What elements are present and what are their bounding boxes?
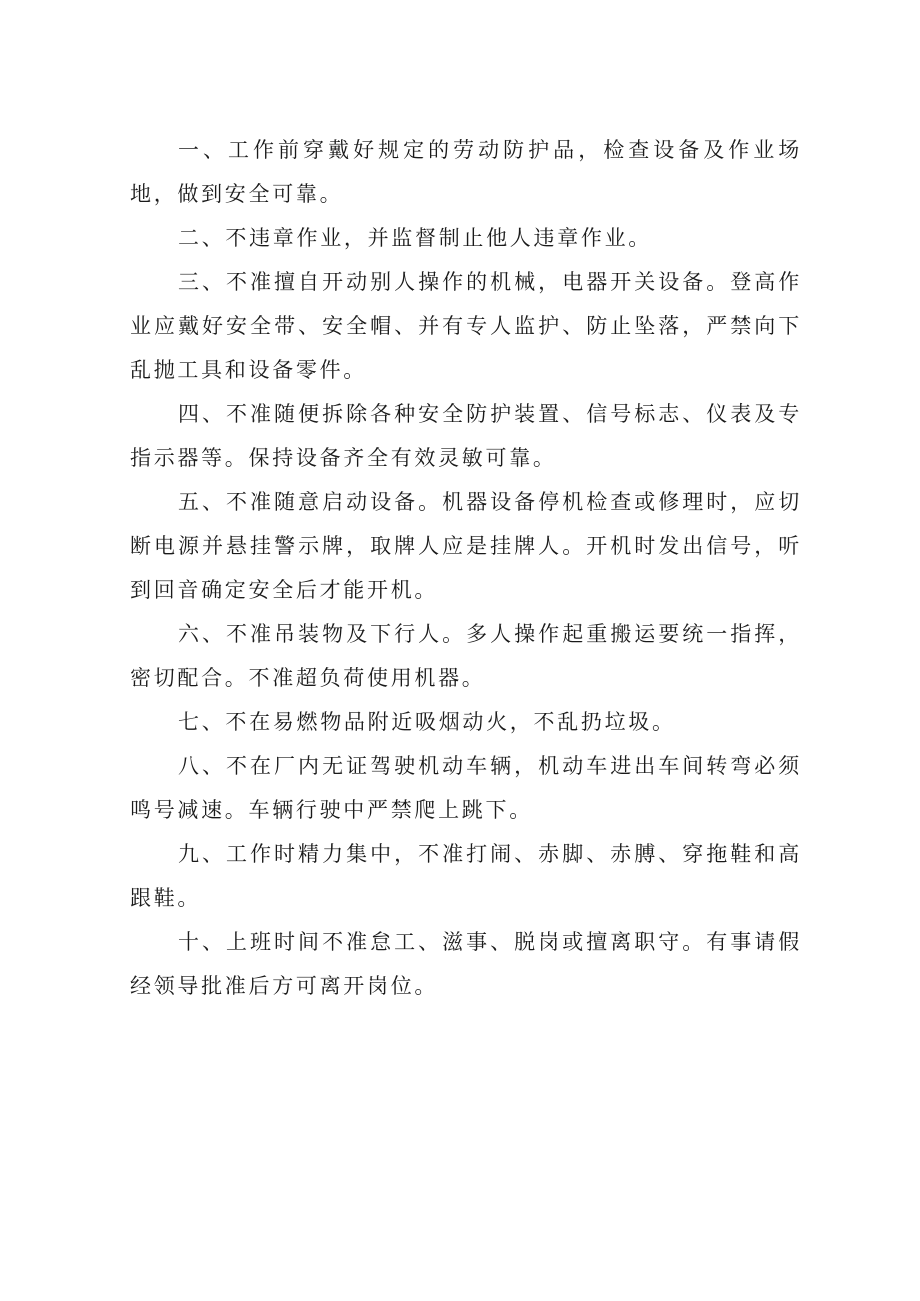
rule-paragraph-4: 四、不准随便拆除各种安全防护装置、信号标志、仪表及专指示器等。保持设备齐全有效灵敏可靠。 [130,402,802,470]
rule-paragraph-7: 七、不在易燃物品附近吸烟动火，不乱扔垃圾。 [178,710,676,734]
rule-paragraph-8: 八、不在厂内无证驾驶机动车辆，机动车进出车间转弯必须鸣号减速。车辆行驶中严禁爬上跳下。 [130,754,802,822]
rule-paragraph-5: 五、不准随意启动设备。机器设备停机检查或修理时，应切断电源并悬挂警示牌，取牌人应是挂牌人。开机时发出信号，听到回音确定安全后才能开机。 [130,490,802,602]
rule-paragraph-2: 二、不违章作业，并监督制止他人违章作业。 [178,226,652,250]
rule-paragraph-6: 六、不准吊装物及下行人。多人操作起重搬运要统一指挥，密切配合。不准超负荷使用机器。 [130,622,802,690]
rule-paragraph-3: 三、不准擅自开动别人操作的机械，电器开关设备。登高作业应戴好安全带、安全帽、并有专人监护、防止坠落，严禁向下乱抛工具和设备零件。 [130,270,802,382]
rule-paragraph-9: 九、工作时精力集中，不准打闹、赤脚、赤膊、穿拖鞋和高跟鞋。 [130,842,802,910]
rule-paragraph-10: 十、上班时间不准怠工、滋事、脱岗或擅离职守。有事请假经领导批准后方可离开岗位。 [130,930,802,998]
document-body [130,128,802,1008]
rule-paragraph-1: 一、工作前穿戴好规定的劳动防护品，检查设备及作业场地，做到安全可靠。 [130,138,802,206]
